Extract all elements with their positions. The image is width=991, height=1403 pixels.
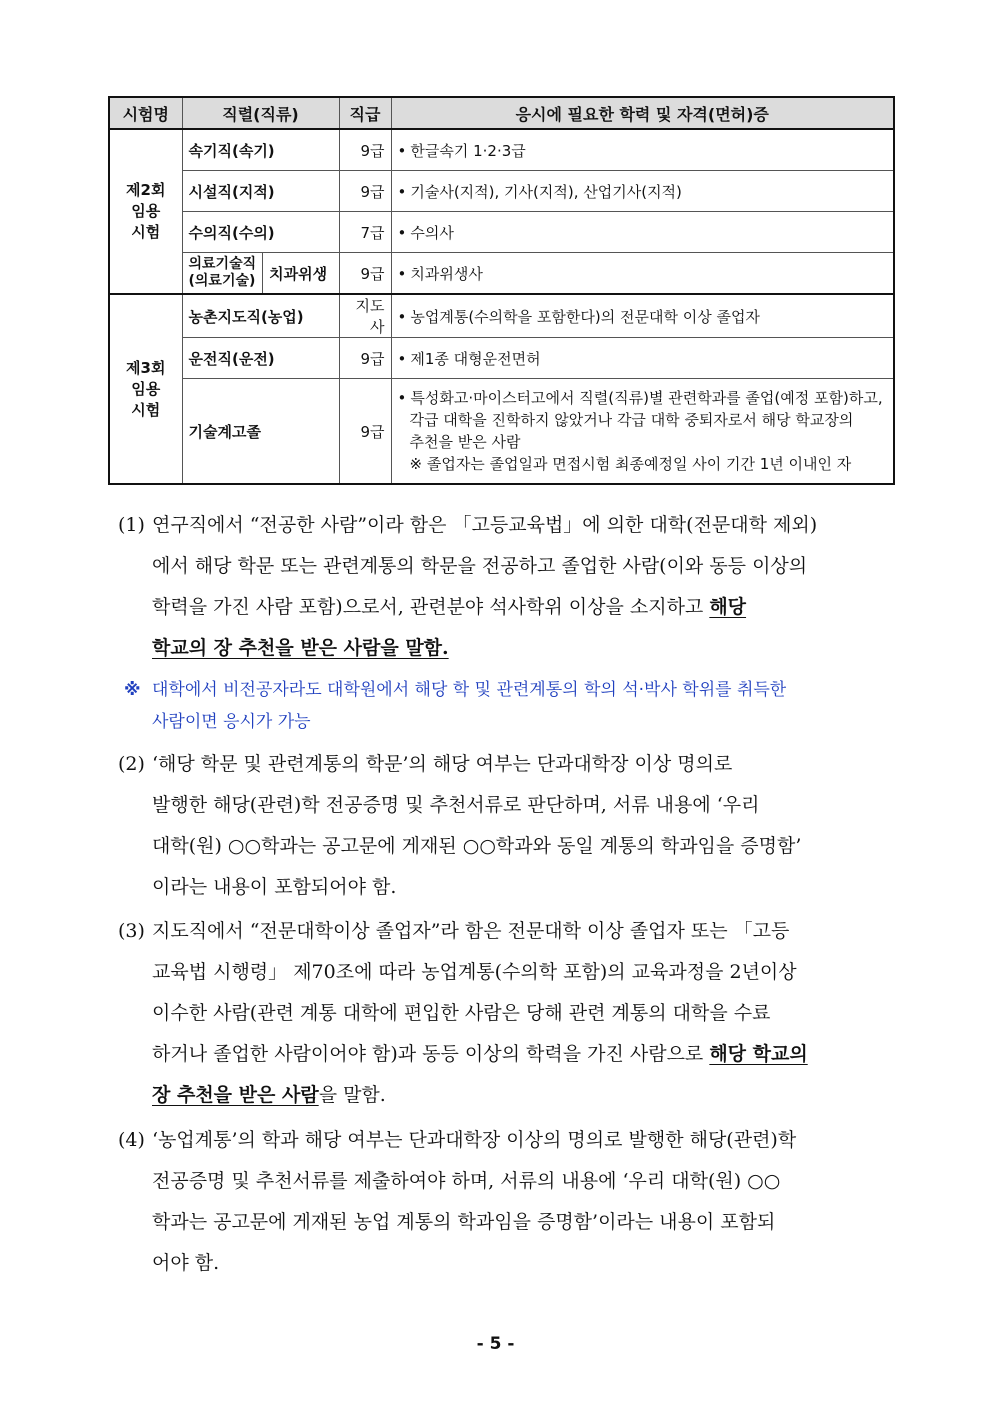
grade-cell: 9급 bbox=[339, 338, 391, 379]
requirement-cell bbox=[391, 129, 894, 171]
bullet-icon: • bbox=[397, 141, 407, 160]
requirement-line bbox=[398, 387, 888, 409]
requirement-line: 각급 대학을 진학하지 않았거나 각급 대학 중퇴자로서 해당 학교장의 bbox=[409, 411, 854, 429]
table-row bbox=[109, 338, 894, 379]
requirement-text: 기술사(지적), 기사(지적), 산업기사(지적) bbox=[410, 182, 682, 201]
emphasis-text: 장 추천을 받은 사람 bbox=[152, 1084, 319, 1106]
job-category-line: 의료기술직 bbox=[188, 256, 257, 272]
paragraph-number: (1) bbox=[118, 514, 145, 536]
table-row bbox=[109, 171, 894, 212]
table-row bbox=[109, 129, 894, 171]
paragraph-line: ‘농업계통’의 학과 해당 여부는 단과대학장 이상의 명의로 발행한 해당(관련)학 bbox=[152, 1129, 797, 1151]
paragraph-line: 이라는 내용이 포함되어야 함. bbox=[152, 876, 397, 898]
paragraph-line: 연구직에서 “전공한 사람”이라 함은 「고등교육법」에 의한 대학(전문대학 제외) bbox=[152, 514, 818, 536]
paragraph-line: 어야 함. bbox=[152, 1252, 220, 1274]
paragraph-line: 발행한 해당(관련)학 전공증명 및 추천서류로 판단하며, 서류 내용에 ‘우리 bbox=[152, 794, 760, 816]
bullet-icon: • bbox=[397, 182, 407, 201]
paragraph-number: (4) bbox=[118, 1129, 145, 1151]
requirement-line: 추천을 받은 사람 bbox=[409, 433, 521, 451]
table-row bbox=[109, 379, 894, 485]
job-split bbox=[189, 253, 333, 293]
job-cell: 수의직(수의) bbox=[182, 212, 339, 253]
grade-cell: 7급 bbox=[339, 212, 391, 253]
job-category bbox=[189, 253, 264, 293]
job-cell: 운전직(운전) bbox=[182, 338, 339, 379]
job-cell: 시설직(지적) bbox=[182, 171, 339, 212]
exam-name-line: 임용 bbox=[131, 202, 161, 220]
bullet-icon: • bbox=[397, 349, 407, 368]
paragraph-number: (3) bbox=[118, 920, 145, 942]
paragraph-1 bbox=[118, 505, 898, 669]
requirement-multiline bbox=[398, 387, 888, 475]
job-cell: 농촌지도직(농업) bbox=[182, 294, 339, 338]
grade-cell: 9급 bbox=[339, 171, 391, 212]
job-cell: 속기직(속기) bbox=[182, 129, 339, 171]
requirement-text: 치과위생사 bbox=[410, 264, 483, 283]
requirement-text: 특성화고·마이스터고에서 직렬(직류)별 관련학과를 졸업(예정 포함)하고, bbox=[410, 389, 883, 407]
paragraph-line bbox=[118, 628, 898, 669]
bullet-icon: • bbox=[397, 223, 407, 242]
table-row bbox=[109, 294, 894, 338]
requirement-cell bbox=[391, 212, 894, 253]
paragraph-line: ‘해당 학문 및 관련계통의 학문’의 해당 여부는 단과대학장 이상 명의로 bbox=[152, 753, 733, 775]
paragraph-line: 전공증명 및 추천서류를 제출하여야 하며, 서류의 내용에 ‘우리 대학(원) ○○ bbox=[152, 1170, 781, 1192]
table-header-row bbox=[109, 97, 894, 129]
exam-name-line: 제3회 bbox=[126, 358, 166, 377]
exam-name-line: 임용 bbox=[131, 379, 161, 398]
paragraph-line: 교육법 시행령」 제70조에 따라 농업계통(수의학 포함)의 교육과정을 2년이상 bbox=[152, 961, 797, 983]
emphasis-text: 해당 학교의 bbox=[709, 1043, 808, 1065]
emphasis-text: 해당 bbox=[709, 596, 747, 618]
paragraph-line: 이수한 사람(관련 계통 대학에 편입한 사람은 당해 관련 계통의 대학을 수료 bbox=[152, 1002, 771, 1024]
requirement-cell bbox=[391, 171, 894, 212]
job-cell bbox=[182, 253, 339, 295]
paragraph-4 bbox=[118, 1120, 898, 1284]
exam-name-line: 제2회 bbox=[126, 181, 166, 199]
header-grade: 직급 bbox=[339, 97, 391, 129]
table-row bbox=[109, 212, 894, 253]
paragraph-text: 하거나 졸업한 사람이어야 함)과 동등 이상의 학력을 가진 사람으로 bbox=[152, 1043, 710, 1065]
requirement-note: ※ 졸업자는 졸업일과 면접시험 최종예정일 사이 기간 1년 이내인 자 bbox=[409, 455, 852, 473]
page-number: - 5 - bbox=[476, 1334, 515, 1354]
job-subcategory: 치과위생 bbox=[269, 264, 328, 283]
exam-name-line: 시험 bbox=[131, 400, 161, 419]
paragraph-number: (2) bbox=[118, 753, 145, 775]
requirement-cell bbox=[391, 379, 894, 485]
bullet-icon: • bbox=[397, 264, 407, 283]
requirement-cell bbox=[391, 338, 894, 379]
grade-cell: 9급 bbox=[339, 129, 391, 171]
paragraph-text: 학력을 가진 사람 포함)으로서, 관련분야 석사학위 이상을 소지하고 bbox=[152, 596, 710, 618]
grade-cell: 지도사 bbox=[339, 294, 391, 338]
requirement-cell bbox=[391, 253, 894, 295]
exam-name-cell bbox=[109, 294, 182, 484]
note-line: 대학에서 비전공자라도 대학원에서 해당 학 및 관련계통의 학의 석·박사 학위를 취득한 bbox=[152, 680, 787, 700]
paragraph-line bbox=[118, 587, 898, 628]
bullet-icon: • bbox=[397, 389, 407, 407]
grade-cell: 9급 bbox=[339, 379, 391, 485]
header-exam: 시험명 bbox=[109, 97, 182, 129]
requirement-text: 농업계통(수의학을 포함한다)의 전문대학 이상 졸업자 bbox=[410, 307, 760, 326]
paragraph-line: 에서 해당 학문 또는 관련계통의 학문을 전공하고 졸업한 사람(이와 동등 이상의 bbox=[152, 555, 808, 577]
header-job: 직렬(직류) bbox=[182, 97, 339, 129]
paragraph-line: 대학(원) ○○학과는 공고문에 게재된 ○○학과와 동일 계통의 학과임을 증명함’ bbox=[152, 835, 802, 857]
requirement-cell bbox=[391, 294, 894, 338]
paragraph-line: 학과는 공고문에 게재된 농업 계통의 학과임을 증명함’이라는 내용이 포함되 bbox=[152, 1211, 776, 1233]
requirements-table bbox=[108, 96, 895, 485]
paragraph-line: 지도직에서 “전문대학이상 졸업자”라 함은 전문대학 이상 졸업자 또는 「고등 bbox=[152, 920, 790, 942]
note-line: 사람이면 응시가 가능 bbox=[152, 712, 311, 732]
reference-mark-icon: ※ bbox=[124, 680, 141, 700]
job-cell: 기술계고졸 bbox=[182, 379, 339, 485]
job-category-line: (의료기술) bbox=[188, 273, 256, 289]
requirement-text: 제1종 대형운전면허 bbox=[410, 349, 541, 368]
bullet-icon: • bbox=[397, 307, 407, 326]
grade-cell: 9급 bbox=[339, 253, 391, 295]
paragraph-line bbox=[118, 1034, 898, 1075]
paragraph-3 bbox=[118, 911, 898, 1116]
table-row bbox=[109, 253, 894, 295]
paragraph-2 bbox=[118, 744, 898, 908]
paragraph-text: 을 말함. bbox=[318, 1084, 386, 1106]
exam-name-cell bbox=[109, 129, 182, 294]
requirement-text: 수의사 bbox=[410, 223, 454, 242]
emphasis-text: 학교의 장 추천을 받은 사람을 말함. bbox=[152, 637, 449, 659]
paragraph-line bbox=[118, 1075, 898, 1116]
header-requirement: 응시에 필요한 학력 및 자격(면허)증 bbox=[391, 97, 894, 129]
requirement-text: 한글속기 1·2·3급 bbox=[410, 141, 526, 160]
exam-name-line: 시험 bbox=[131, 223, 161, 241]
note-block bbox=[124, 674, 894, 738]
